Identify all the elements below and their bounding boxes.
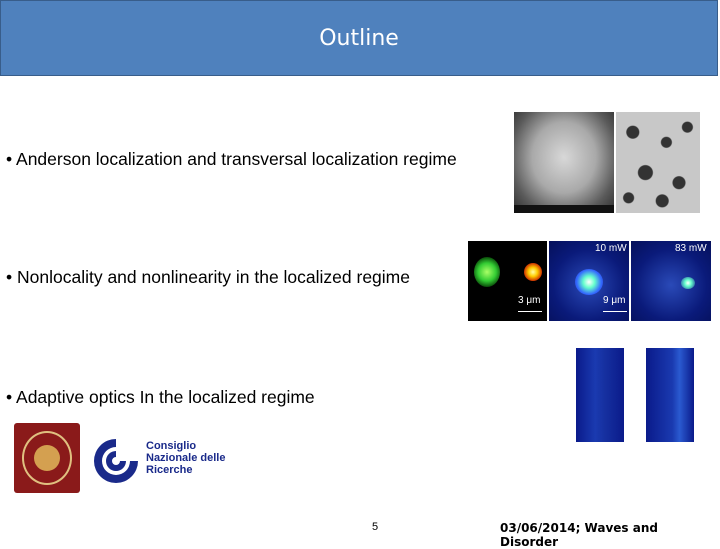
power-label-low: 10 mW (595, 243, 627, 254)
scale-label-small: 3 μm (518, 295, 541, 306)
page-number: 5 (372, 521, 379, 533)
footer-date-event: 03/06/2014; Waves and Disorder (500, 521, 658, 549)
intensity-plot-right (646, 348, 694, 442)
bullet-nonlocality: • Nonlocality and nonlinearity in the localized regime (6, 267, 410, 287)
beam-low-power-image (549, 241, 629, 321)
intensity-plot-left (576, 348, 624, 442)
bullet-anderson-localization: • Anderson localization and transversal localization regime (6, 149, 457, 169)
sapienza-logo (14, 423, 80, 493)
porous-structure-image (616, 112, 700, 213)
beam-high-power-image (631, 241, 711, 321)
power-label-high: 83 mW (675, 243, 707, 254)
slide-title-bar (0, 0, 718, 76)
slide-title: Outline (319, 25, 399, 51)
localized-beam-image (468, 241, 547, 321)
cnr-logo-text: Consiglio Nazionale delle Ricerche (146, 440, 226, 476)
fiber-sem-image (514, 112, 614, 213)
bullet-adaptive-optics: • Adaptive optics In the localized regime (6, 387, 315, 407)
scale-label-large: 9 μm (603, 295, 626, 306)
cnr-logo-icon (90, 435, 142, 483)
